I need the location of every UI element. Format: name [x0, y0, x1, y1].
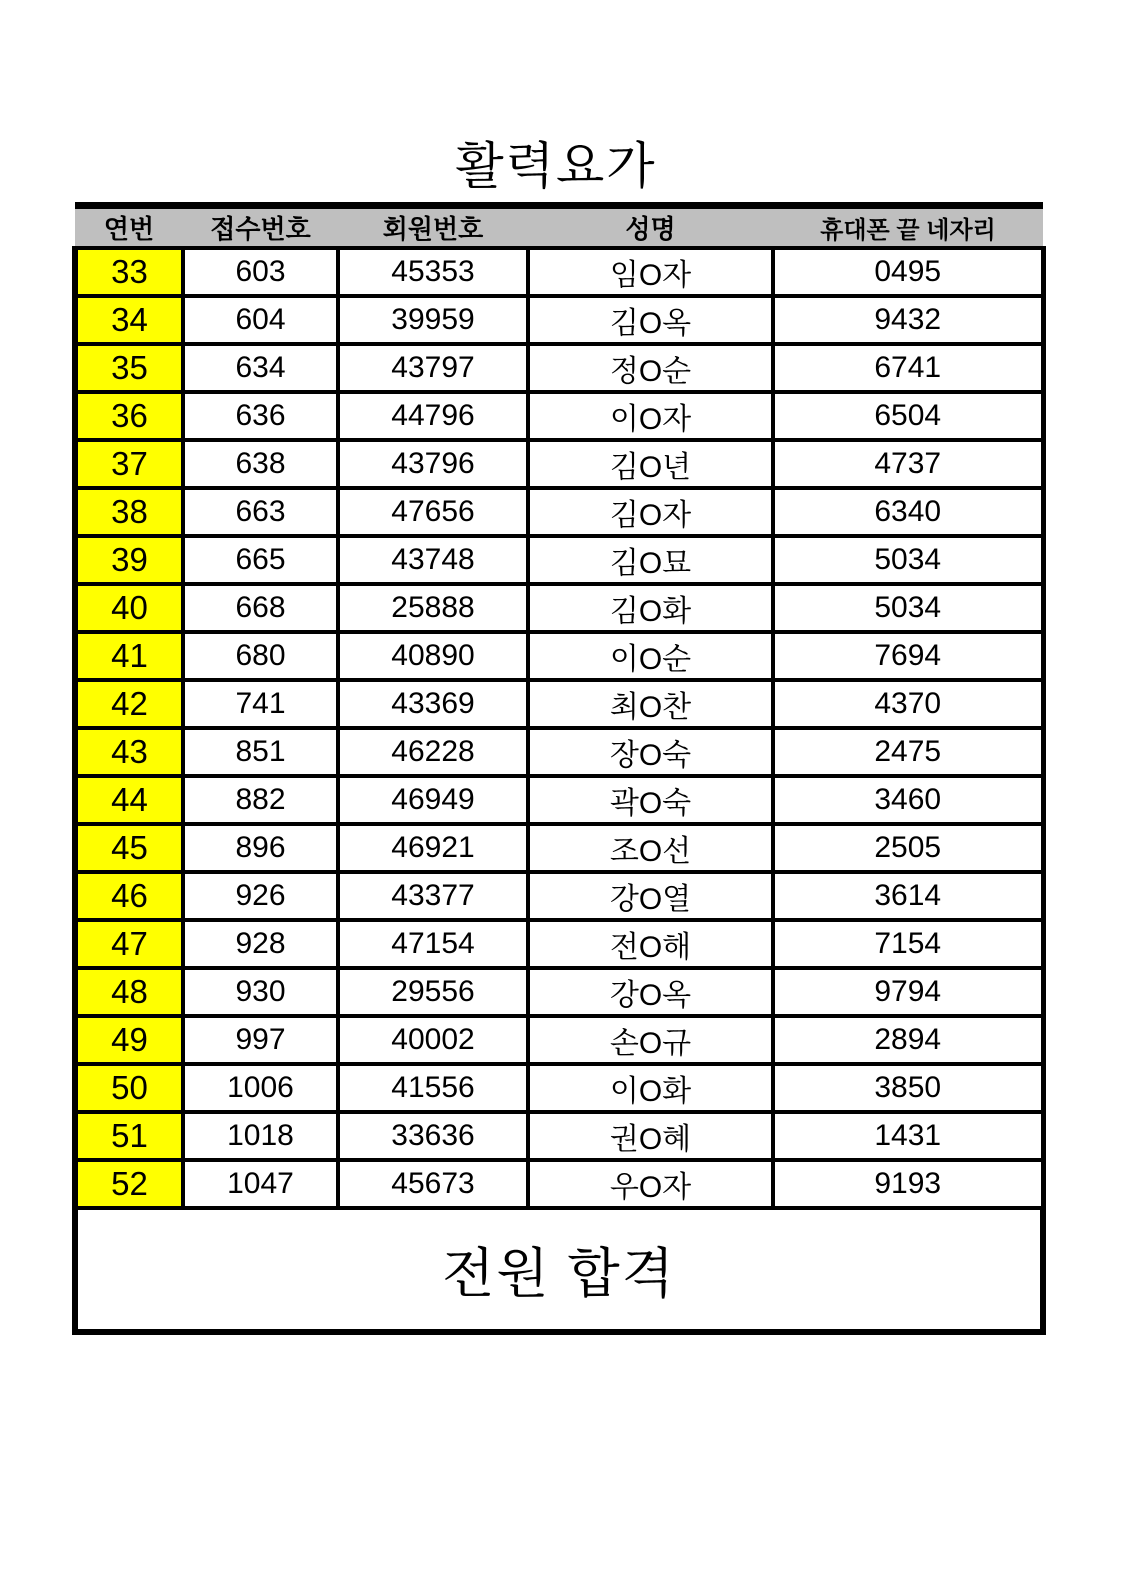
receipt-number-cell: 1047	[183, 1160, 338, 1208]
member-number-cell: 45673	[338, 1160, 528, 1208]
serial-cell: 46	[75, 872, 183, 920]
serial-cell: 51	[75, 1112, 183, 1160]
serial-cell: 48	[75, 968, 183, 1016]
member-number-cell: 43797	[338, 344, 528, 392]
table-body	[75, 248, 1043, 1208]
serial-cell: 44	[75, 776, 183, 824]
phone-last4-cell: 2505	[773, 824, 1043, 872]
member-number-cell: 43369	[338, 680, 528, 728]
table-row	[75, 392, 1043, 440]
serial-cell: 49	[75, 1016, 183, 1064]
serial-cell: 36	[75, 392, 183, 440]
name-cell: 김O옥	[528, 296, 773, 344]
member-number-cell: 33636	[338, 1112, 528, 1160]
table-row	[75, 1064, 1043, 1112]
name-cell: 이O순	[528, 632, 773, 680]
member-number-cell: 47154	[338, 920, 528, 968]
serial-cell: 35	[75, 344, 183, 392]
phone-last4-cell: 3614	[773, 872, 1043, 920]
member-number-cell: 29556	[338, 968, 528, 1016]
table-row	[75, 824, 1043, 872]
header-receipt: 접수번호	[183, 206, 338, 249]
member-number-cell: 40002	[338, 1016, 528, 1064]
table-row	[75, 872, 1043, 920]
phone-last4-cell: 0495	[773, 248, 1043, 296]
phone-last4-cell: 9794	[773, 968, 1043, 1016]
receipt-number-cell: 604	[183, 296, 338, 344]
phone-last4-cell: 6741	[773, 344, 1043, 392]
receipt-number-cell: 680	[183, 632, 338, 680]
serial-cell: 34	[75, 296, 183, 344]
phone-last4-cell: 6340	[773, 488, 1043, 536]
name-cell: 장O숙	[528, 728, 773, 776]
serial-cell: 33	[75, 248, 183, 296]
receipt-number-cell: 896	[183, 824, 338, 872]
serial-cell: 43	[75, 728, 183, 776]
name-cell: 최O찬	[528, 680, 773, 728]
phone-last4-cell: 1431	[773, 1112, 1043, 1160]
receipt-number-cell: 665	[183, 536, 338, 584]
phone-last4-cell: 9193	[773, 1160, 1043, 1208]
member-number-cell: 41556	[338, 1064, 528, 1112]
name-cell: 강O옥	[528, 968, 773, 1016]
serial-cell: 38	[75, 488, 183, 536]
phone-last4-cell: 2894	[773, 1016, 1043, 1064]
table-row	[75, 344, 1043, 392]
name-cell: 김O묘	[528, 536, 773, 584]
member-number-cell: 43748	[338, 536, 528, 584]
footer-result: 전원 합격	[75, 1208, 1043, 1332]
results-table	[72, 202, 1046, 1335]
phone-last4-cell: 9432	[773, 296, 1043, 344]
phone-last4-cell: 7694	[773, 632, 1043, 680]
phone-last4-cell: 7154	[773, 920, 1043, 968]
receipt-number-cell: 926	[183, 872, 338, 920]
receipt-number-cell: 638	[183, 440, 338, 488]
serial-cell: 39	[75, 536, 183, 584]
table-row	[75, 296, 1043, 344]
receipt-number-cell: 636	[183, 392, 338, 440]
table-row	[75, 680, 1043, 728]
receipt-number-cell: 668	[183, 584, 338, 632]
header-name: 성명	[528, 206, 773, 249]
table-row	[75, 632, 1043, 680]
serial-cell: 52	[75, 1160, 183, 1208]
serial-cell: 47	[75, 920, 183, 968]
receipt-number-cell: 1018	[183, 1112, 338, 1160]
phone-last4-cell: 5034	[773, 536, 1043, 584]
table-row	[75, 776, 1043, 824]
member-number-cell: 39959	[338, 296, 528, 344]
phone-last4-cell: 3460	[773, 776, 1043, 824]
header-serial: 연번	[75, 206, 183, 249]
phone-last4-cell: 3850	[773, 1064, 1043, 1112]
table-row	[75, 536, 1043, 584]
phone-last4-cell: 5034	[773, 584, 1043, 632]
serial-cell: 40	[75, 584, 183, 632]
receipt-number-cell: 663	[183, 488, 338, 536]
name-cell: 권O혜	[528, 1112, 773, 1160]
table-row	[75, 1112, 1043, 1160]
member-number-cell: 44796	[338, 392, 528, 440]
phone-last4-cell: 4370	[773, 680, 1043, 728]
serial-cell: 50	[75, 1064, 183, 1112]
phone-last4-cell: 2475	[773, 728, 1043, 776]
serial-cell: 45	[75, 824, 183, 872]
receipt-number-cell: 930	[183, 968, 338, 1016]
member-number-cell: 43377	[338, 872, 528, 920]
receipt-number-cell: 741	[183, 680, 338, 728]
member-number-cell: 45353	[338, 248, 528, 296]
name-cell: 강O열	[528, 872, 773, 920]
header-member: 회원번호	[338, 206, 528, 249]
serial-cell: 42	[75, 680, 183, 728]
header-phone: 휴대폰 끝 네자리	[773, 206, 1043, 249]
member-number-cell: 47656	[338, 488, 528, 536]
receipt-number-cell: 634	[183, 344, 338, 392]
serial-cell: 41	[75, 632, 183, 680]
name-cell: 우O자	[528, 1160, 773, 1208]
sheet	[72, 136, 1040, 1335]
member-number-cell: 46921	[338, 824, 528, 872]
receipt-number-cell: 1006	[183, 1064, 338, 1112]
phone-last4-cell: 6504	[773, 392, 1043, 440]
name-cell: 손O규	[528, 1016, 773, 1064]
member-number-cell: 25888	[338, 584, 528, 632]
phone-last4-cell: 4737	[773, 440, 1043, 488]
member-number-cell: 46949	[338, 776, 528, 824]
table-row	[75, 968, 1043, 1016]
member-number-cell: 43796	[338, 440, 528, 488]
name-cell: 김O년	[528, 440, 773, 488]
table-row	[75, 488, 1043, 536]
receipt-number-cell: 882	[183, 776, 338, 824]
table-row	[75, 728, 1043, 776]
receipt-number-cell: 997	[183, 1016, 338, 1064]
table-row	[75, 1160, 1043, 1208]
table-row	[75, 440, 1043, 488]
page-title: 활력요가	[455, 138, 657, 194]
receipt-number-cell: 851	[183, 728, 338, 776]
name-cell: 김O화	[528, 584, 773, 632]
table-row	[75, 920, 1043, 968]
name-cell: 이O자	[528, 392, 773, 440]
table-row	[75, 584, 1043, 632]
receipt-number-cell: 603	[183, 248, 338, 296]
name-cell: 임O자	[528, 248, 773, 296]
name-cell: 곽O숙	[528, 776, 773, 824]
table-row	[75, 1016, 1043, 1064]
name-cell: 정O순	[528, 344, 773, 392]
name-cell: 전O해	[528, 920, 773, 968]
member-number-cell: 46228	[338, 728, 528, 776]
receipt-number-cell: 928	[183, 920, 338, 968]
table-row	[75, 248, 1043, 296]
name-cell: 김O자	[528, 488, 773, 536]
name-cell: 조O선	[528, 824, 773, 872]
name-cell: 이O화	[528, 1064, 773, 1112]
footer-row	[75, 1208, 1043, 1332]
serial-cell: 37	[75, 440, 183, 488]
member-number-cell: 40890	[338, 632, 528, 680]
header-row	[75, 206, 1043, 249]
